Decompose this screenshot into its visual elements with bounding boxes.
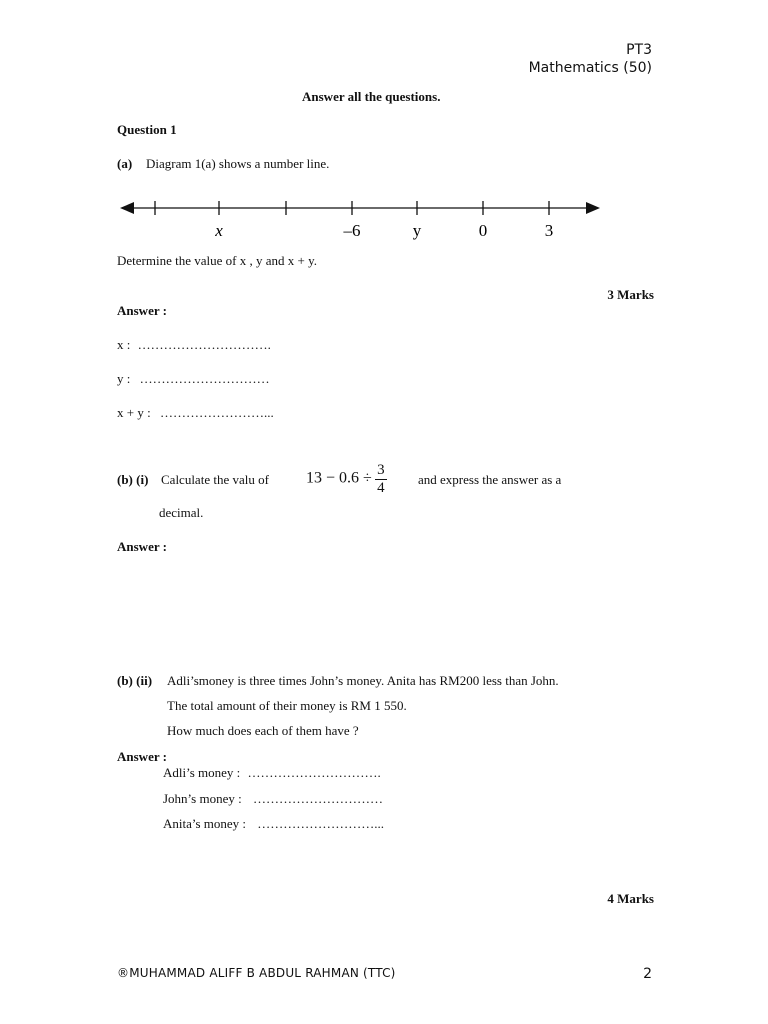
- part-b-ii-marks: 4 Marks: [607, 891, 654, 906]
- anita-money-label: Anita’s money :: [163, 816, 247, 831]
- part-b-i-text-after: and express the answer as a: [418, 472, 562, 487]
- part-a-answer-label: Answer :: [117, 303, 167, 318]
- part-b-i-answer-label: Answer :: [117, 539, 167, 554]
- part-a-marks: 3 Marks: [607, 287, 654, 302]
- anita-money-row: [163, 816, 384, 832]
- number-line-label-3: 3: [544, 221, 554, 240]
- answer-y-blank[interactable]: …………………………: [139, 371, 270, 386]
- instruction: Answer all the questions.: [302, 89, 441, 104]
- header-subject-title: Mathematics (50): [528, 60, 652, 76]
- part-a-prompt: Determine the value of x , y and x + y.: [117, 253, 317, 268]
- part-b-ii-answer-label: Answer :: [117, 749, 167, 764]
- adli-money-label: Adli’s money :: [163, 765, 241, 780]
- part-b-i-text-line2: decimal.: [159, 505, 204, 520]
- header-subject-code: PT3: [626, 42, 652, 58]
- part-b-i-label: (b) (i): [117, 472, 149, 487]
- expression-whole: 13 − 0.6 ÷: [306, 469, 372, 487]
- part-a-text: Diagram 1(a) shows a number line.: [146, 156, 330, 171]
- part-b-ii-line-1: Adli’smoney is three times John’s money. Anita has RM200 less than John.: [167, 673, 559, 688]
- math-expression: [306, 462, 387, 497]
- part-b-ii-label: (b) (ii): [117, 673, 153, 688]
- part-a-label: (a): [117, 156, 133, 171]
- fraction-three-quarters: [375, 462, 387, 497]
- answer-xy-row: [117, 405, 274, 421]
- answer-y-label: y :: [117, 371, 131, 386]
- footer-copyright: ®MUHAMMAD ALIFF B ABDUL RAHMAN (TTC): [117, 966, 396, 980]
- number-line-diagram: [118, 196, 602, 244]
- answer-y-row: [117, 371, 270, 387]
- number-line-label-y: y: [412, 221, 422, 240]
- answer-x-blank[interactable]: ………………………….: [137, 337, 271, 352]
- right-arrow-icon: [586, 202, 600, 214]
- john-money-row: [163, 791, 383, 807]
- answer-x-row: [117, 337, 271, 353]
- anita-money-blank[interactable]: ………………………...: [257, 816, 385, 831]
- part-b-ii-line-2: The total amount of their money is RM 1 550.: [167, 698, 407, 713]
- answer-xy-blank[interactable]: ……………………...: [159, 405, 274, 420]
- number-line-label-0: 0: [478, 221, 488, 240]
- part-b-ii-line-3: How much does each of them have ?: [167, 723, 359, 738]
- question-title: Question 1: [117, 122, 177, 137]
- part-b-i-text: Calculate the valu of: [161, 472, 269, 487]
- answer-xy-label: x + y :: [117, 405, 151, 420]
- john-money-blank[interactable]: …………………………: [252, 791, 383, 806]
- fraction-denominator: 4: [377, 480, 385, 496]
- left-arrow-icon: [120, 202, 134, 214]
- john-money-label: John’s money :: [163, 791, 242, 806]
- number-line-label-minus6: –6: [343, 221, 361, 240]
- adli-money-blank[interactable]: ………………………….: [247, 765, 381, 780]
- answer-x-label: x :: [117, 337, 131, 352]
- fraction-numerator: 3: [377, 462, 385, 478]
- page-number: 2: [643, 966, 652, 982]
- number-line-label-x: x: [215, 221, 223, 240]
- adli-money-row: [163, 765, 381, 781]
